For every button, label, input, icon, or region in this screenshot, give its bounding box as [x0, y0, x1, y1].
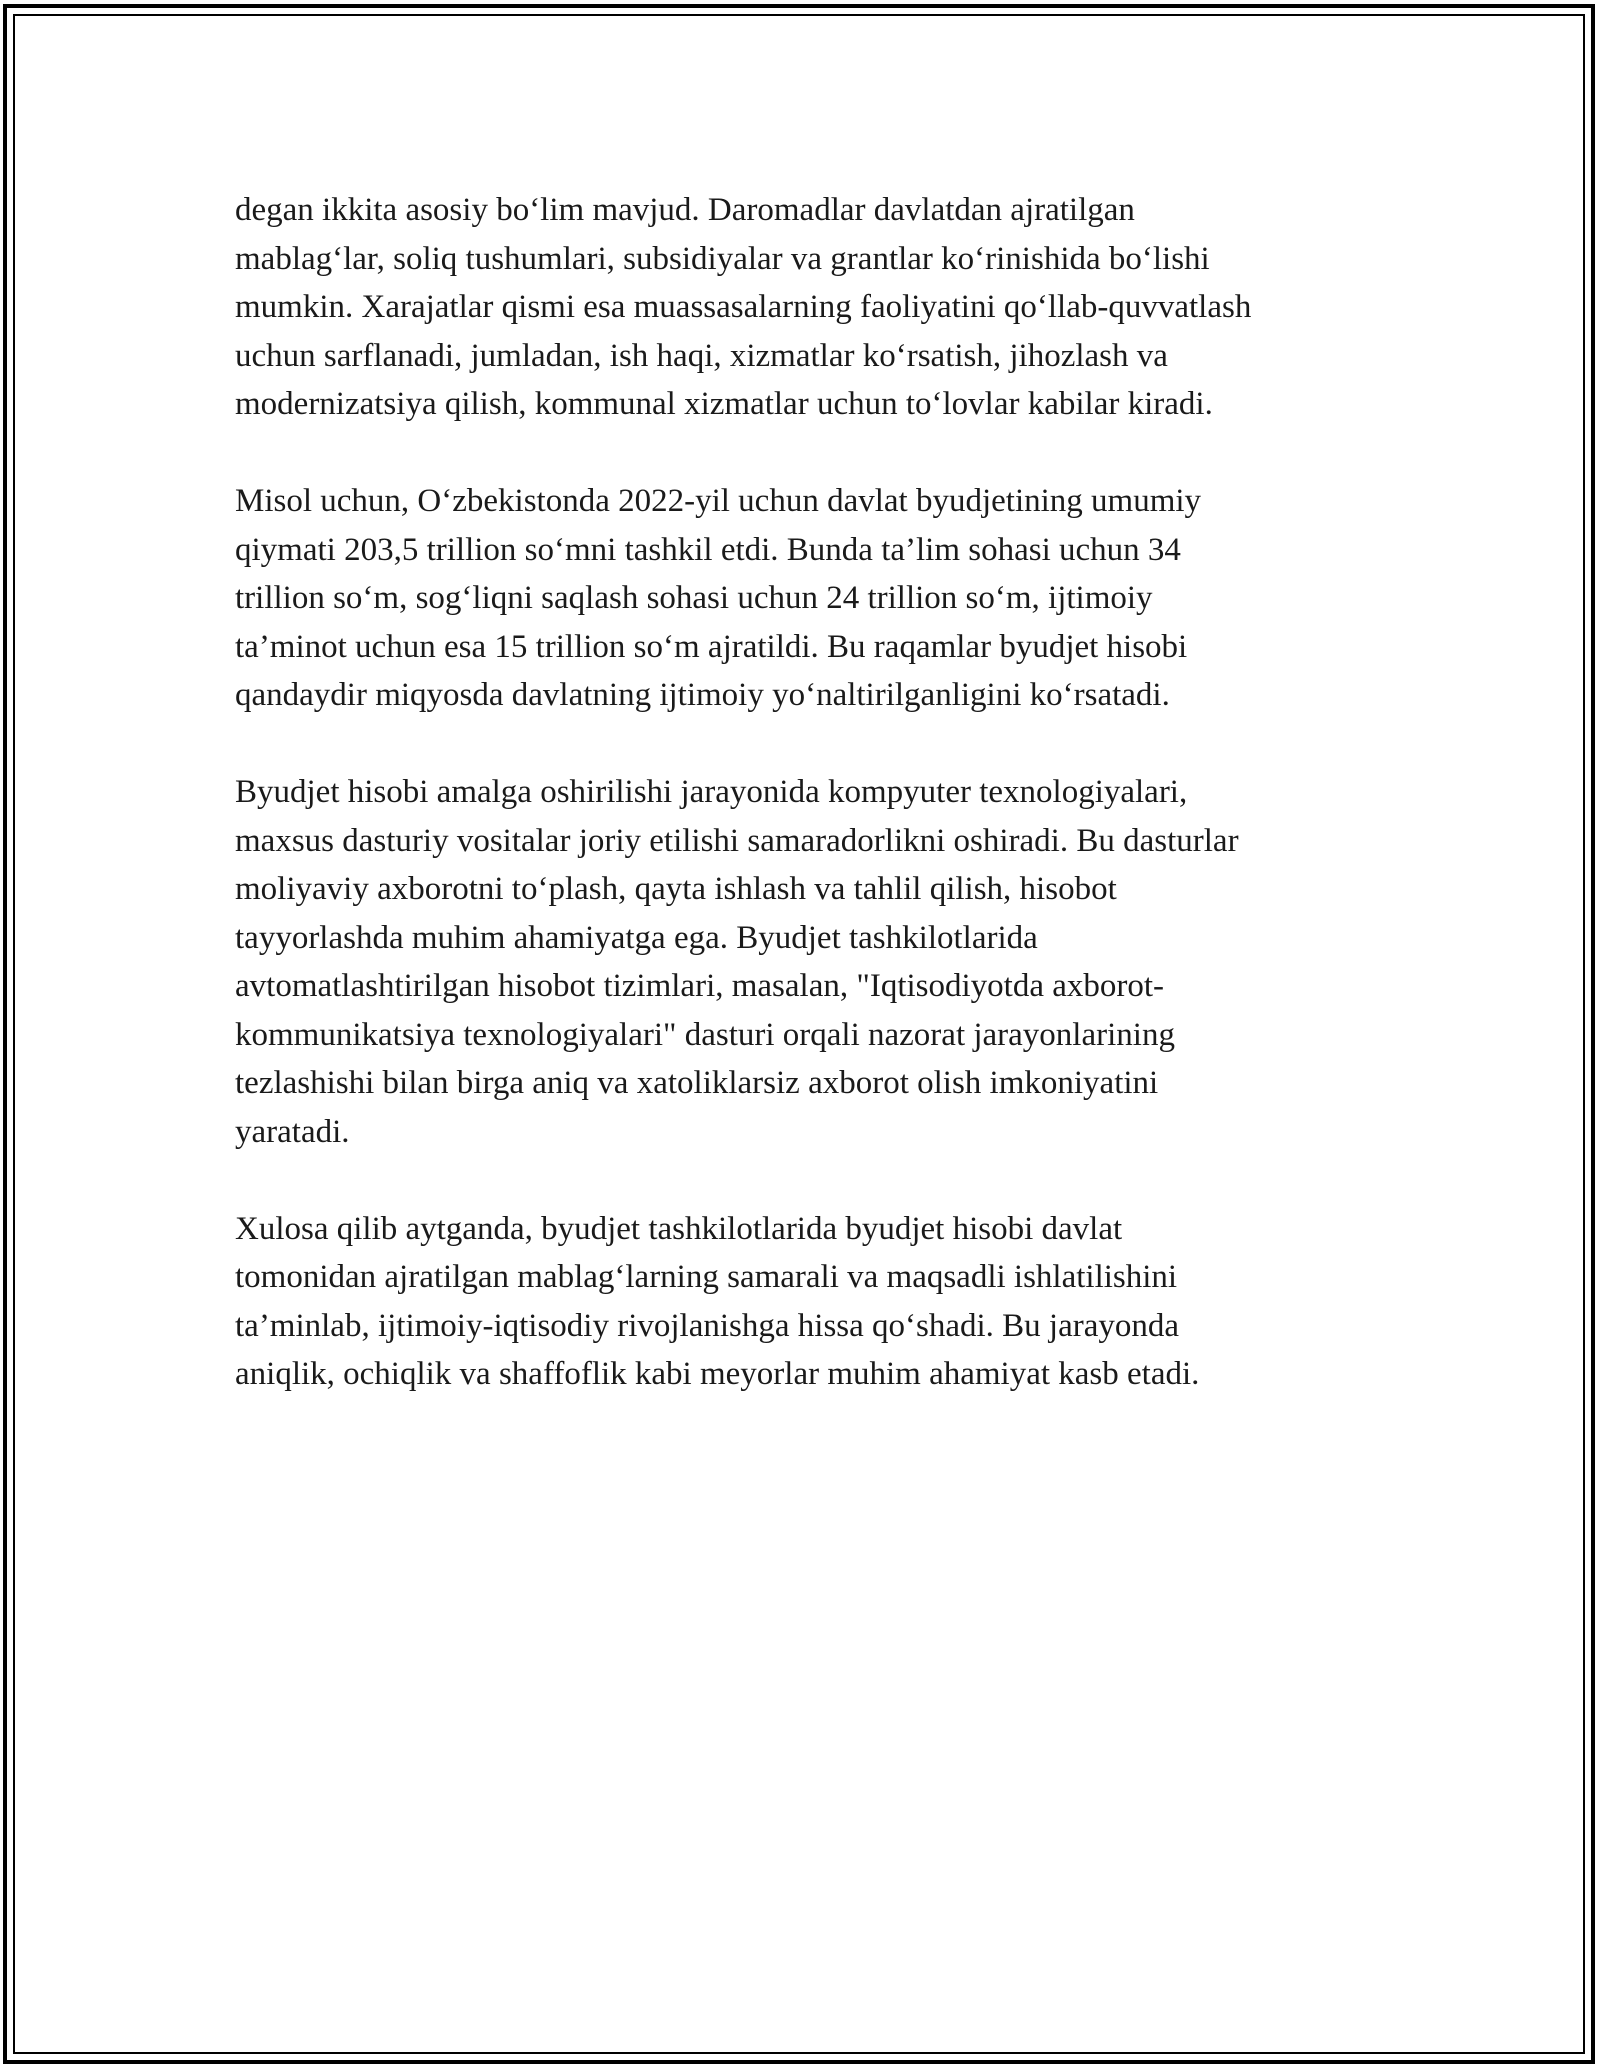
paragraph-technology: Byudjet hisobi amalga oshirilishi jarayonida kompyuter texnologiyalari, maxsus dasturiy vositalar joriy etilishi samaradorlikni oshiradi. Bu dasturlar moliyaviy axborotni to‘plash, qayta ishlash va tahlil qilish, hisobot tayyorlashda muhim ahamiyatga ega. Byudjet tashkilotlarida avtomatlashtirilgan hisobot tizimlari, masalan, "Iqtisodiyotda axborot- kommunikatsiya texnologiyalari" dasturi orqali nazorat jarayonlarining tezlashishi bilan birga aniq va xatoliklarsiz axborot olish imkoniyatini yaratadi.: [235, 774, 1239, 1150]
document-body: [235, 186, 1375, 1447]
paragraph-budget-example: Misol uchun, O‘zbekistonda 2022-yil uchun davlat byudjetining umumiy qiymati 203,5 trillion so‘mni tashkil etdi. Bunda ta’lim sohasi uchun 34 trillion so‘m, sog‘liqni saqlash sohasi uchun 24 trillion so‘m, ijtimoiy ta’minot uchun esa 15 trillion so‘m ajratildi. Bu raqamlar byudjet hisobi qandaydir miqyosda davlatning ijtimoiy yo‘naltirilganligini ko‘rsatadi.: [235, 483, 1202, 713]
paragraph-conclusion: Xulosa qilib aytganda, byudjet tashkilotlarida byudjet hisobi davlat tomonidan ajratilgan mablag‘larning samarali va maqsadli ishlatilishini ta’minlab, ijtimoiy-iqtisodiy rivojlanishga hissa qo‘shadi. Bu jarayonda aniqlik, ochiqlik va shaffoflik kabi meyorlar muhim ahamiyat kasb etadi.: [235, 1210, 1200, 1392]
paragraph-revenues-expenses: degan ikkita asosiy bo‘lim mavjud. Daromadlar davlatdan ajratilgan mablag‘lar, soliq tushumlari, subsidiyalar va grantlar ko‘rinishida bo‘lishi mumkin. Xarajatlar qismi esa muassasalarning faoliyatini qo‘llab-quvvatlash uchun sarflanadi, jumladan, ish haqi, xizmatlar ko‘rsatish, jihozlash va modernizatsiya qilish, kommunal xizmatlar uchun to‘lovlar kabilar kiradi.: [235, 192, 1252, 422]
